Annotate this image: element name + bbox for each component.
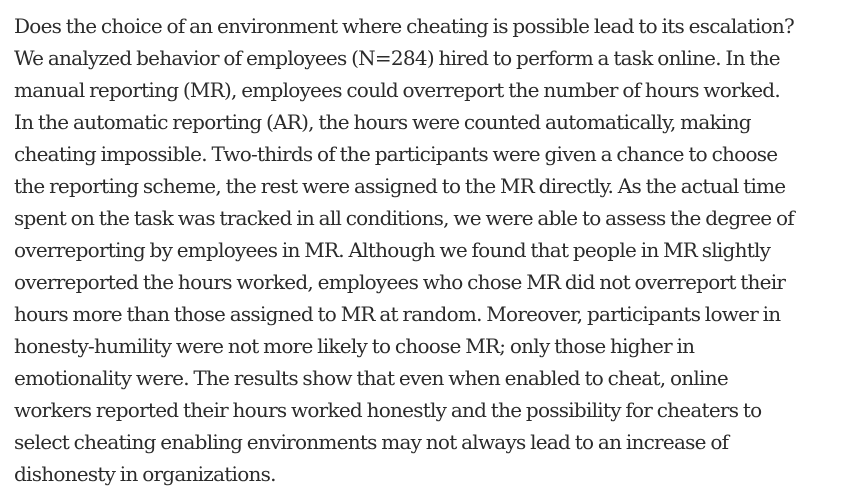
abstract-line: overreporting by employees in MR. Although we found that people in MR slightly — [14, 238, 771, 262]
abstract-line: manual reporting (MR), employees could overreport the number of hours worked. — [14, 78, 780, 102]
abstract-line: emotionality were. The results show that even when enabled to cheat, online — [14, 366, 728, 390]
abstract-line: hours more than those assigned to MR at random. Moreover, participants lower in — [14, 302, 781, 326]
abstract-line: workers reported their hours worked honestly and the possibility for cheaters to — [14, 398, 762, 422]
abstract-line: We analyzed behavior of employees (N=284) hired to perform a task online. In the — [14, 46, 780, 70]
abstract-line: Does the choice of an environment where cheating is possible lead to its escalation? — [14, 14, 795, 38]
abstract-line: In the automatic reporting (AR), the hours were counted automatically, making — [14, 110, 751, 134]
abstract-line: spent on the task was tracked in all conditions, we were able to assess the degree of — [14, 206, 794, 230]
abstract-line: honesty-humility were not more likely to choose MR; only those higher in — [14, 334, 695, 358]
abstract-line: select cheating enabling environments may not always lead to an increase of — [14, 430, 729, 454]
abstract-line: dishonesty in organizations. — [14, 462, 276, 486]
abstract-line: cheating impossible. Two-thirds of the participants were given a chance to choose — [14, 142, 778, 166]
abstract-line: overreported the hours worked, employees who chose MR did not overreport their — [14, 270, 786, 294]
abstract-paragraph — [14, 10, 835, 490]
abstract-line: the reporting scheme, the rest were assigned to the MR directly. As the actual time — [14, 174, 786, 198]
